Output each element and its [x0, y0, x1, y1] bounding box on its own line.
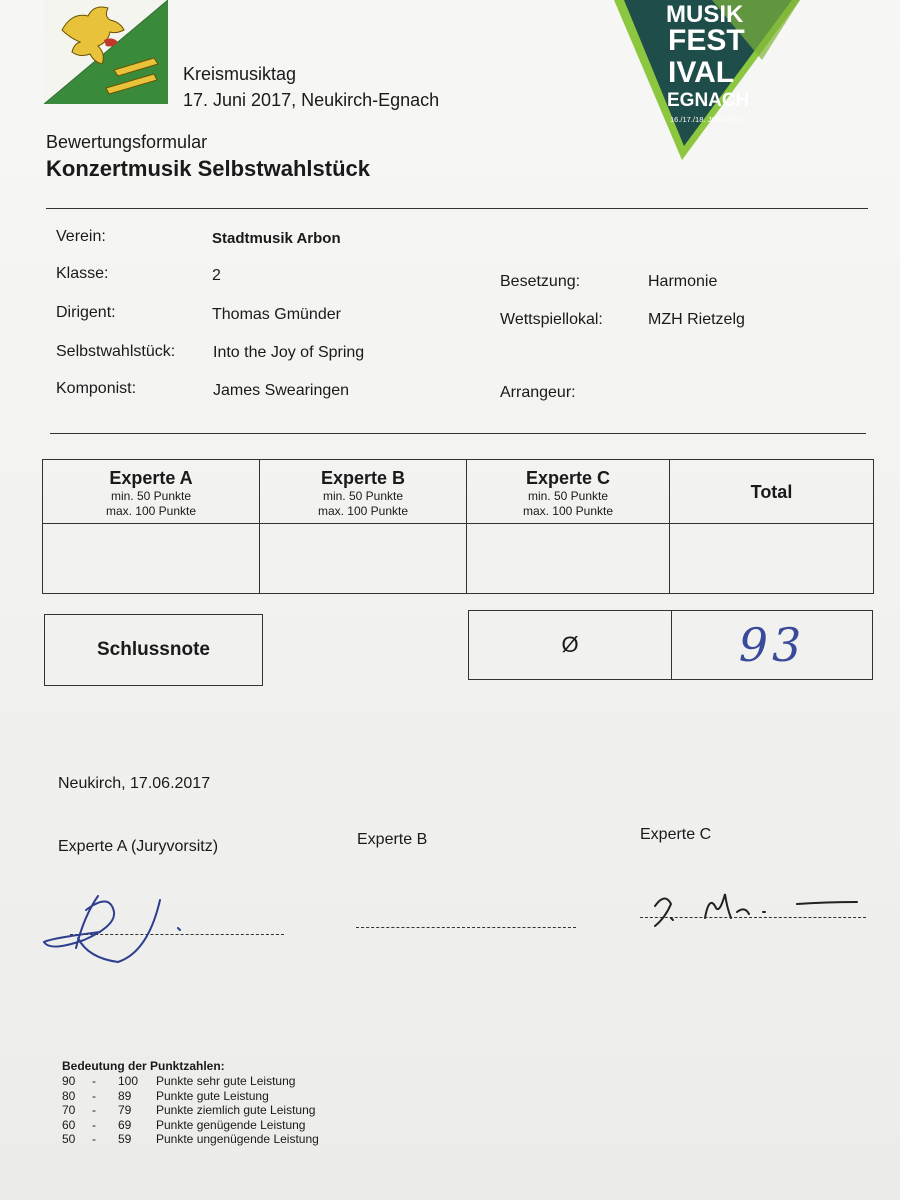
expert-c-handwritten-signature: [645, 888, 860, 928]
expert-a-score-cell[interactable]: [43, 524, 260, 594]
legend-from: 70: [62, 1103, 76, 1118]
stueck-value: Into the Joy of Spring: [213, 344, 365, 361]
dirigent-label: Dirigent:: [56, 304, 116, 321]
legend-from: 80: [62, 1088, 76, 1103]
expert-c-score-cell[interactable]: [467, 524, 670, 594]
expert-b-min: min. 50 Punkte: [322, 489, 404, 503]
lion-coat-of-arms-icon: [44, 0, 168, 104]
musikfestival-logo: [612, 0, 802, 165]
expert-c-header: [467, 460, 670, 524]
legend-dash: -: [92, 1117, 96, 1132]
expert-b-max: max. 100 Punkte: [317, 504, 409, 518]
expert-a-max: max. 100 Punkte: [105, 504, 197, 518]
arrangeur-label: Arrangeur:: [500, 384, 576, 401]
average-symbol: Ø: [469, 611, 672, 679]
handwritten-final-score: 93: [738, 618, 806, 672]
expert-b-header: [260, 460, 467, 524]
expert-a-header: [43, 460, 260, 524]
wettspiellokal-label: Wettspiellokal:: [500, 311, 603, 328]
expert-b-score-cell[interactable]: [260, 524, 467, 594]
total-score-cell[interactable]: [670, 524, 874, 594]
legend-from: 60: [62, 1117, 76, 1132]
legend-to: 79: [118, 1103, 132, 1118]
legend-dash: -: [92, 1088, 96, 1103]
legend-row: [62, 1132, 319, 1147]
event-name: Kreismusiktag: [183, 64, 297, 84]
legend-to: 59: [118, 1132, 132, 1147]
legend-dash: -: [92, 1132, 96, 1147]
logo-line-musik: MUSIK: [666, 1, 744, 28]
form-type: Bewertungsformular: [46, 132, 208, 152]
komponist-value: James Swearingen: [213, 382, 350, 399]
place-date: Neukirch, 17.06.2017: [58, 775, 211, 792]
logo-line-fest: FEST: [668, 24, 745, 57]
score-table: [42, 459, 874, 594]
points-legend: [62, 1074, 319, 1147]
legend-text: Punkte gute Leistung: [156, 1088, 269, 1103]
expert-c-max: max. 100 Punkte: [522, 504, 614, 518]
total-header: Total: [670, 460, 874, 524]
legend-row: [62, 1118, 319, 1133]
legend-to: 100: [118, 1074, 139, 1088]
expert-a-name: Experte A: [109, 468, 193, 488]
expert-b-name: Experte B: [320, 468, 406, 488]
komponist-label: Komponist:: [56, 380, 137, 397]
expert-b-signature-line: [356, 927, 576, 928]
logo-line-egnach: EGNACH: [667, 90, 750, 111]
klasse-value: 2: [212, 267, 221, 284]
average-score-box: [468, 610, 873, 680]
besetzung-label: Besetzung:: [500, 273, 581, 290]
expert-c-name: Experte C: [525, 468, 611, 488]
legend-row: [62, 1074, 319, 1089]
dirigent-value: Thomas Gmünder: [212, 306, 341, 323]
event-date-place: 17. Juni 2017, Neukirch-Egnach: [183, 90, 440, 110]
verein-label: Verein:: [56, 228, 106, 245]
besetzung-value: Harmonie: [648, 273, 718, 290]
expert-c-min: min. 50 Punkte: [527, 489, 609, 503]
logo-line-ival: IVAL: [668, 56, 735, 89]
legend-to: 89: [118, 1088, 132, 1103]
info-divider: [50, 433, 866, 434]
legend-title: Bedeutung der Punktzahlen:: [62, 1059, 225, 1073]
legend-text: Punkte ziemlich gute Leistung: [156, 1103, 316, 1118]
stueck-label: Selbstwahlstück:: [56, 343, 176, 360]
expert-c-signature-label: Experte C: [640, 826, 712, 843]
legend-from: 90: [62, 1074, 76, 1088]
legend-text: Punkte ungenügende Leistung: [156, 1132, 319, 1147]
header-divider: [46, 208, 868, 209]
legend-text: Punkte genügende Leistung: [156, 1117, 306, 1132]
logo-dates: 16./17./18. JUNI 2017: [670, 115, 743, 124]
expert-a-handwritten-signature: [40, 888, 200, 970]
legend-row: [62, 1089, 319, 1104]
legend-row: [62, 1103, 319, 1118]
expert-a-signature-label: Experte A (Juryvorsitz): [58, 838, 219, 855]
legend-to: 69: [118, 1117, 132, 1132]
legend-dash: -: [92, 1074, 96, 1088]
schlussnote-box: Schlussnote: [44, 614, 263, 686]
verein-value: Stadtmusik Arbon: [212, 230, 341, 247]
legend-from: 50: [62, 1132, 76, 1147]
expert-b-signature-label: Experte B: [357, 831, 428, 848]
klasse-label: Klasse:: [56, 265, 109, 282]
legend-text: Punkte sehr gute Leistung: [156, 1074, 296, 1088]
wettspiellokal-value: MZH Rietzelg: [648, 311, 745, 328]
expert-a-min: min. 50 Punkte: [110, 489, 192, 503]
form-title: Konzertmusik Selbstwahlstück: [46, 156, 370, 181]
legend-dash: -: [92, 1103, 96, 1118]
